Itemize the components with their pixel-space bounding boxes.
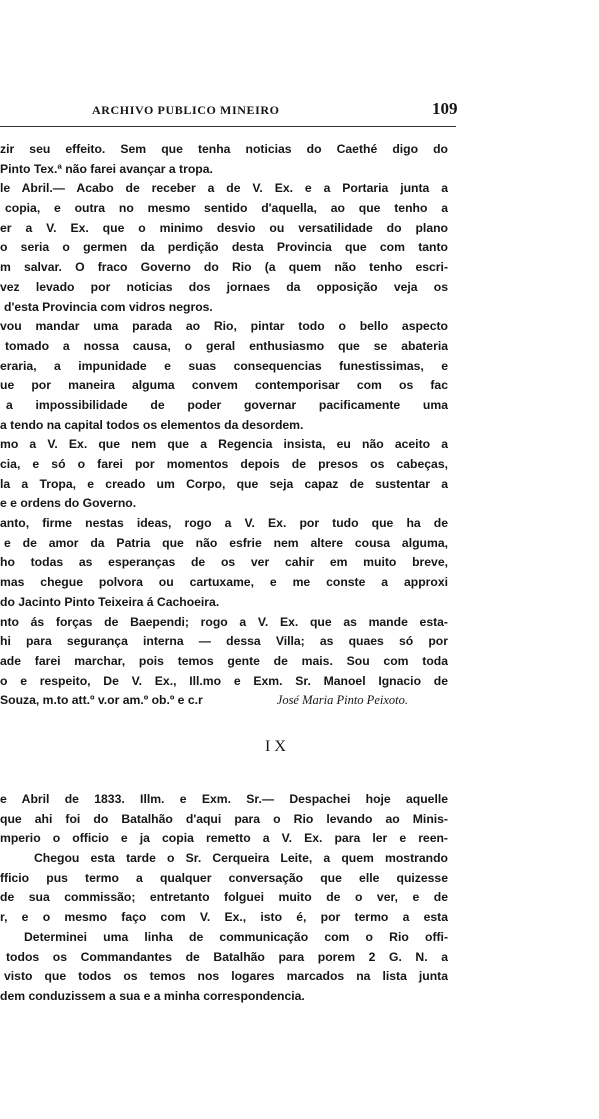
- header-rule: [0, 126, 456, 127]
- text-line: e de amor da Patria que não esfrie nem altere cousa alguma,: [4, 535, 448, 550]
- text-line: r, e o mesmo faço com V. Ex., isto é, por termo a esta: [0, 910, 448, 925]
- text-line: o e respeito, De V. Ex., Ill.mo e Exm. Sr. Manoel Ignacio de: [0, 673, 448, 688]
- text-line: er a V. Ex. que o minimo desvio ou versatilidade do plano: [0, 220, 448, 235]
- text-line: que ahi foi do Batalhão d'aqui para o Rio levando ao Minis-: [0, 811, 448, 826]
- text-line: mperio o officio e ja copia remetto a V. Ex. para ler e reen-: [0, 831, 448, 846]
- text-line: la a Tropa, e creado um Corpo, que seja capaz de sustentar a: [0, 476, 448, 491]
- text-line: a tendo na capital todos os elementos da desordem.: [0, 417, 304, 432]
- text-line: e Abril de 1833. Illm. e Exm. Sr.— Despachei hoje aquelle: [0, 792, 448, 806]
- text-line: Pinto Tex.ª não farei avançar a tropa.: [0, 161, 213, 176]
- text-line: nto ás forças de Baependi; rogo a V. Ex. que as mande esta-: [0, 614, 448, 629]
- text-line: ue por maneira alguma convem contemporisar com os fac: [0, 378, 448, 393]
- text-line: d'esta Provincia com vidros negros.: [4, 299, 213, 314]
- text-line: cia, e só o farei por momentos depois de presos os cabeças,: [0, 457, 448, 471]
- running-title: ARCHIVO PUBLICO MINEIRO: [92, 103, 280, 117]
- text-line: mas chegue polvora ou cartuxame, e me conste a approxi: [0, 575, 448, 590]
- text-line: de sua commissão; entretanto folguei muito de o ver, e de: [0, 890, 448, 905]
- text-line: le Abril.— Acabo de receber a de V. Ex. e a Portaria junta a: [0, 181, 448, 196]
- text-line: mo a V. Ex. que nem que a Regencia insista, eu não aceito a: [0, 437, 448, 452]
- page-number: 109: [432, 99, 458, 118]
- signature: José Maria Pinto Peixoto.: [276, 693, 408, 707]
- text-line: hi para segurança interna — dessa Villa; as quaes só por: [0, 634, 448, 649]
- text-line: tomado a nossa causa, o geral enthusiasmo que se abateria: [5, 338, 448, 353]
- letter-body-2: [0, 790, 448, 1007]
- text-line: copia, e outra no mesmo sentido d'aquella, ao que tenho a: [5, 201, 448, 216]
- text-line: vez levado por noticias dos jornaes da opposição veja os: [0, 279, 448, 294]
- text-line: Chegou esta tarde o Sr. Cerqueira Leite, a quem mostrando: [34, 851, 448, 866]
- text-line: eraria, a impunidade e suas consequencias funestissimas, e: [0, 358, 448, 373]
- text-line: ho todas as esperanças de os ver cahir em muito breve,: [0, 555, 448, 570]
- text-line: dem conduzissem a sua e a minha correspondencia.: [0, 988, 305, 1003]
- section-numeral: I X: [265, 738, 286, 755]
- text-line: todos os Commandantes de Batalhão para porem 2 G. N. a: [6, 949, 448, 964]
- text-line: ade farei marchar, pois temos gente de mais. Sou com toda: [0, 653, 448, 668]
- text-line: fficio pus termo a qualquer conversação que elle quizesse: [0, 870, 448, 885]
- text-line: m salvar. O fraco Governo do Rio (a quem não tenho escri-: [0, 260, 448, 275]
- text-line: Souza, m.to att.º v.or am.º ob.º e c.r: [0, 693, 203, 708]
- text-line: zir seu effeito. Sem que tenha noticias do Caethé digo do: [0, 142, 448, 156]
- letter-body: [0, 140, 448, 711]
- text-line: anto, firme nestas ideas, rogo a V. Ex. por tudo que ha de: [0, 516, 448, 531]
- text-line: o seria o germen da perdição desta Provincia que com tanto: [0, 240, 448, 255]
- text-line: Determinei uma linha de communicação com o Rio offi-: [24, 929, 448, 944]
- text-line: visto que todos os temos nos logares marcados na lista junta: [4, 969, 448, 984]
- text-line: e e ordens do Governo.: [0, 496, 137, 511]
- page-header: [0, 0, 599, 130]
- text-line: vou mandar uma parada ao Rio, pintar todo o bello aspecto: [0, 319, 448, 334]
- text-line: do Jacinto Pinto Teixeira á Cachoeira.: [0, 594, 220, 609]
- text-line: a impossibilidade de poder governar pacificamente uma: [6, 397, 448, 412]
